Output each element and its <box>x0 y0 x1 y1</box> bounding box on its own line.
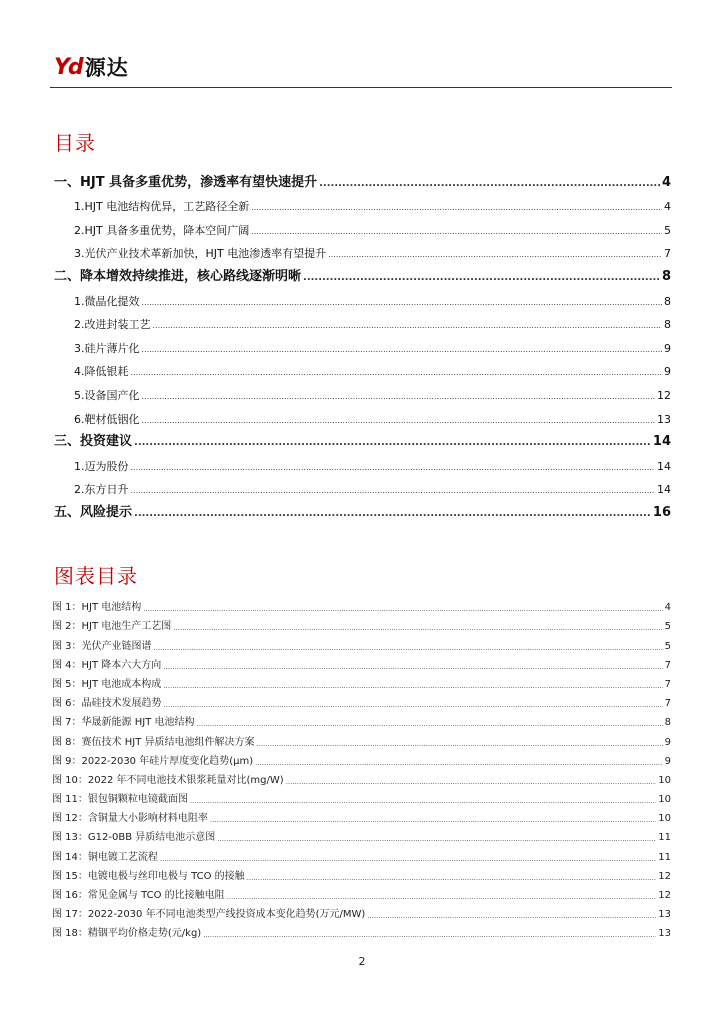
toc-entry-label: 5.设备国产化 <box>74 388 140 402</box>
figure-entry-label: 图 14：铜电镀工艺流程 <box>52 851 158 863</box>
dot-leader <box>131 487 656 495</box>
toc-entry-page: 4 <box>661 174 671 190</box>
toc-section-entry[interactable] <box>54 307 671 331</box>
figure-entry[interactable] <box>52 901 671 920</box>
figure-entry-label: 图 17：2022-2030 年不同电池类型产线投资成本变化趋势(万元/MW) <box>52 909 366 921</box>
toc-section-entry[interactable] <box>54 377 671 401</box>
dot-leader <box>251 204 662 212</box>
figure-entry[interactable] <box>52 882 671 901</box>
dot-leader <box>303 273 660 283</box>
toc-entry-page: 14 <box>657 459 671 473</box>
table-of-contents <box>54 165 671 519</box>
figure-entry[interactable] <box>52 863 671 882</box>
toc-chapter-entry[interactable] <box>54 425 671 449</box>
toc-entry-page: 13 <box>657 412 671 426</box>
figure-entry-page: 10 <box>658 813 671 825</box>
toc-entry-page: 4 <box>664 200 671 214</box>
figure-entry-label: 图 7：华晟新能源 HJT 电池结构 <box>52 717 195 729</box>
toc-entry-page: 9 <box>664 341 671 355</box>
dot-leader <box>142 393 656 401</box>
toc-entry-label: 3.光伏产业技术革新加快，HJT 电池渗透率有望提升 <box>74 247 327 261</box>
toc-entry-page: 14 <box>657 483 671 497</box>
figure-entry[interactable] <box>52 748 671 767</box>
toc-entry-page: 14 <box>652 434 671 450</box>
dot-leader <box>251 228 662 236</box>
dot-leader <box>217 836 656 843</box>
figure-entry[interactable] <box>52 843 671 862</box>
toc-entry-label: 4.降低银耗 <box>74 365 129 379</box>
dot-leader <box>203 932 656 939</box>
toc-section-entry[interactable] <box>54 448 671 472</box>
toc-entry-label: 1.HJT 电池结构优异，工艺路径全新 <box>74 200 250 214</box>
page-header <box>0 0 724 90</box>
toc-chapter-entry[interactable] <box>54 165 671 189</box>
dot-leader <box>163 664 662 671</box>
toc-entry-label: 2.改进封装工艺 <box>74 318 151 332</box>
dot-leader <box>142 299 663 307</box>
toc-section-entry[interactable] <box>54 354 671 378</box>
figure-entry-label: 图 1：HJT 电池结构 <box>52 602 142 614</box>
toc-section-entry[interactable] <box>54 212 671 236</box>
figure-entry-label: 图 15：电镀电极与丝印电极与 TCO 的接触 <box>52 870 245 882</box>
dot-leader <box>286 779 657 786</box>
dot-leader <box>164 702 663 709</box>
figure-entry-page: 7 <box>664 698 671 710</box>
dot-leader <box>134 438 651 448</box>
toc-entry-label: 三、投资建议 <box>54 434 133 450</box>
figure-list <box>52 594 671 939</box>
toc-entry-label: 1.迈为股份 <box>74 459 129 473</box>
toc-entry-page: 7 <box>664 247 671 261</box>
figure-entry-page: 10 <box>658 794 671 806</box>
toc-entry-page: 8 <box>661 268 671 284</box>
figure-entry-label: 图 6：晶硅技术发展趋势 <box>52 698 162 710</box>
figure-entry-page: 8 <box>664 717 671 729</box>
toc-entry-label: 1.微晶化提效 <box>74 294 140 308</box>
dot-leader <box>256 741 662 748</box>
figure-entry-label: 图 12：含铜量大小影响材料电阻率 <box>52 813 208 825</box>
figure-entry-label: 图 10：2022 年不同电池技术银浆耗量对比(mg/W) <box>52 774 284 786</box>
toc-title: 目录 <box>54 131 96 155</box>
figure-entry[interactable] <box>52 613 671 632</box>
figure-entry-label: 图 2：HJT 电池生产工艺图 <box>52 621 172 633</box>
dot-leader <box>367 913 656 920</box>
figure-entry[interactable] <box>52 709 671 728</box>
figure-entry[interactable] <box>52 594 671 613</box>
figure-entry-page: 11 <box>658 851 671 863</box>
toc-entry-label: 3.硅片薄片化 <box>74 341 140 355</box>
toc-section-entry[interactable] <box>54 189 671 213</box>
toc-section-entry[interactable] <box>54 472 671 496</box>
dot-leader <box>142 346 663 354</box>
figure-entry-page: 10 <box>658 774 671 786</box>
toc-entry-label: 一、HJT 具备多重优势，渗透率有望快速提升 <box>54 174 318 190</box>
dot-leader <box>142 417 656 425</box>
dot-leader <box>227 894 657 901</box>
company-logo <box>54 57 129 79</box>
figure-entry-page: 4 <box>664 602 671 614</box>
figure-entry[interactable] <box>52 786 671 805</box>
figure-entry-page: 13 <box>658 909 671 921</box>
dot-leader <box>131 464 656 472</box>
toc-entry-page: 5 <box>664 223 671 237</box>
dot-leader <box>160 856 656 863</box>
dot-leader <box>328 251 662 259</box>
figure-entry[interactable] <box>52 824 671 843</box>
figure-entry-page: 9 <box>664 736 671 748</box>
figure-entry[interactable] <box>52 728 671 747</box>
figure-entry-page: 7 <box>664 659 671 671</box>
figure-entry-label: 图 3：光伏产业链图谱 <box>52 640 152 652</box>
figure-entry[interactable] <box>52 920 671 939</box>
figure-entry-page: 5 <box>664 640 671 652</box>
figures-title: 图表目录 <box>54 564 138 588</box>
dot-leader <box>173 625 662 632</box>
toc-section-entry[interactable] <box>54 330 671 354</box>
figure-entry-page: 9 <box>664 755 671 767</box>
toc-entry-label: 二、降本增效持续推进，核心路线逐渐明晰 <box>54 268 302 284</box>
figure-entry-page: 11 <box>658 832 671 844</box>
figure-entry-label: 图 8：赛伍技术 HJT 异质结电池组件解决方案 <box>52 736 255 748</box>
toc-entry-page: 8 <box>664 318 671 332</box>
toc-entry-label: 五、风险提示 <box>54 504 133 520</box>
toc-entry-label: 2.HJT 具备多重优势，降本空间广阔 <box>74 223 250 237</box>
toc-section-entry[interactable] <box>54 401 671 425</box>
dot-leader <box>190 798 656 805</box>
toc-entry-label: 6.靶材低铟化 <box>74 412 140 426</box>
dot-leader <box>143 606 662 613</box>
dot-leader <box>154 645 663 652</box>
dot-leader <box>163 683 662 690</box>
toc-section-entry[interactable] <box>54 283 671 307</box>
figure-entry[interactable] <box>52 652 671 671</box>
figure-entry-label: 图 11：银包铜颗粒电镜截面图 <box>52 794 188 806</box>
figure-entry-label: 图 13：G12-0BB 异质结电池示意图 <box>52 832 216 844</box>
figure-entry[interactable] <box>52 671 671 690</box>
figure-entry-page: 12 <box>658 870 671 882</box>
toc-chapter-entry[interactable] <box>54 259 671 283</box>
toc-entry-page: 8 <box>664 294 671 308</box>
toc-entry-label: 2.东方日升 <box>74 483 129 497</box>
figure-entry-page: 13 <box>658 928 671 940</box>
dot-leader <box>131 369 663 377</box>
dot-leader <box>196 721 662 728</box>
page-number: 2 <box>358 955 366 968</box>
logo-text: 源达 <box>84 55 129 80</box>
figure-entry[interactable] <box>52 805 671 824</box>
toc-entry-page: 12 <box>657 388 671 402</box>
figure-entry-label: 图 16：常见金属与 TCO 的比接触电阻 <box>52 890 225 901</box>
toc-section-entry[interactable] <box>54 236 671 260</box>
figure-entry[interactable] <box>52 632 671 651</box>
figure-entry-label: 图 9：2022-2030 年硅片厚度变化趋势(μm) <box>52 755 254 767</box>
dot-leader <box>247 875 657 882</box>
dot-leader <box>134 509 651 519</box>
dot-leader <box>255 760 662 767</box>
figure-entry-label: 图 18：精铟平均价格走势(元/kg) <box>52 928 202 940</box>
figure-entry-page: 12 <box>658 890 671 901</box>
logo-mark: Yd <box>54 55 82 80</box>
figure-entry-page: 5 <box>664 621 671 633</box>
figure-entry-page: 7 <box>664 678 671 690</box>
toc-entry-page: 9 <box>664 365 671 379</box>
toc-chapter-entry[interactable] <box>54 495 671 519</box>
dot-leader <box>319 179 660 189</box>
figure-entry[interactable] <box>52 690 671 709</box>
dot-leader <box>153 322 663 330</box>
header-divider <box>50 87 672 88</box>
figure-entry-label: 图 4：HJT 降本六大方向 <box>52 659 162 671</box>
figure-entry-label: 图 5：HJT 电池成本构成 <box>52 678 162 690</box>
figure-entry[interactable] <box>52 767 671 786</box>
dot-leader <box>210 817 656 824</box>
toc-entry-page: 16 <box>652 504 671 520</box>
